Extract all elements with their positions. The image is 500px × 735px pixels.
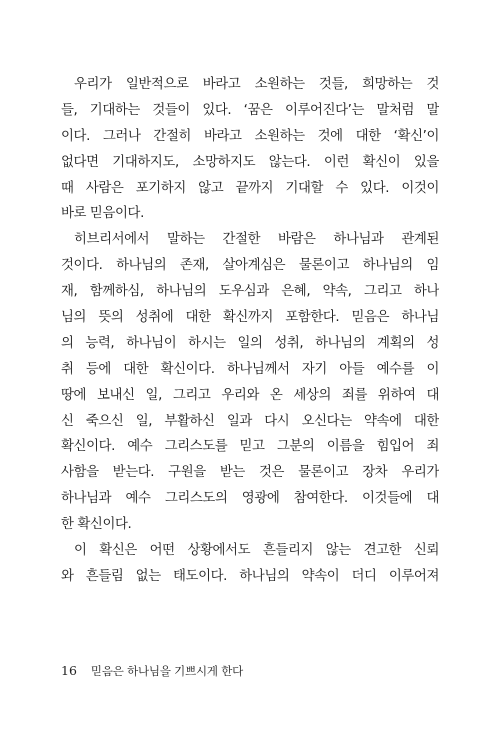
paragraph-1-line-1: 우리가 일반적으로 바라고 소원하는 것들, 희망하는 것 (74, 77, 439, 92)
paragraph-2-line-11: 하나님과 예수 그리스도의 영광에 참여한다. 이것들에 대 (61, 491, 439, 507)
paragraph-2-line-2: 것이다. 하나님의 존재, 살아계심은 물론이고 하나님의 임 (61, 258, 439, 274)
paragraph-2-line-9: 확신이다. 예수 그리스도를 믿고 그분의 이름을 힘입어 죄 (61, 439, 439, 455)
paragraph-2-line-7: 땅에 보내신 일, 그리고 우리와 온 세상의 죄를 위하여 대 (61, 387, 439, 403)
paragraph-1-line-4: 없다면 기대하지도, 소망하지도 않는다. 이런 확신이 있을 (61, 154, 439, 170)
paragraph-1-line-6: 바로 믿음이다. (61, 206, 144, 222)
paragraph-2-line-5: 의 능력, 하나님이 하시는 일의 성취, 하나님의 계획의 성 (61, 335, 439, 351)
paragraph-2-line-8: 신 죽으신 일, 부활하신 일과 다시 오신다는 약속에 대한 (61, 413, 439, 429)
paragraph-1-line-2: 들, 기대하는 것들이 있다. ‘꿈은 이루어진다’는 말처럼 말 (61, 102, 439, 118)
paragraph-2-line-6: 취 등에 대한 확신이다. 하나님께서 자기 아들 예수를 이 (61, 361, 439, 377)
paragraph-1-line-3: 이다. 그러나 간절히 바라고 소원하는 것에 대한 ‘확신’이 (61, 128, 439, 144)
paragraph-2-line-12: 한 확신이다. (61, 517, 132, 533)
paragraph-1-line-5: 때 사람은 포기하지 않고 끝까지 기대할 수 있다. 이것이 (61, 180, 439, 196)
paragraph-2-line-10: 사함을 받는다. 구원을 받는 것은 물론이고 장차 우리가 (61, 465, 439, 481)
paragraph-2-line-3: 재, 함께하심, 하나님의 도우심과 은혜, 약속, 그리고 하나 (61, 284, 439, 300)
paragraph-3-line-2: 와 흔들림 없는 태도이다. 하나님의 약속이 더디 이루어져 (61, 568, 439, 584)
paragraph-3-line-1: 이 확신은 어떤 상황에서도 흔들리지 않는 견고한 신뢰 (74, 543, 439, 559)
page-footer (61, 663, 243, 683)
body-text (61, 72, 439, 590)
page-number: 16 (61, 663, 77, 678)
paragraph-2-line-1: 히브리서에서 말하는 간절한 바람은 하나님과 관계된 (74, 232, 439, 248)
running-title: 믿음은 하나님을 기쁘시게 한다 (90, 664, 244, 678)
paragraph-2-line-4: 님의 뜻의 성취에 대한 확신까지 포함한다. 믿음은 하나님 (61, 310, 439, 326)
